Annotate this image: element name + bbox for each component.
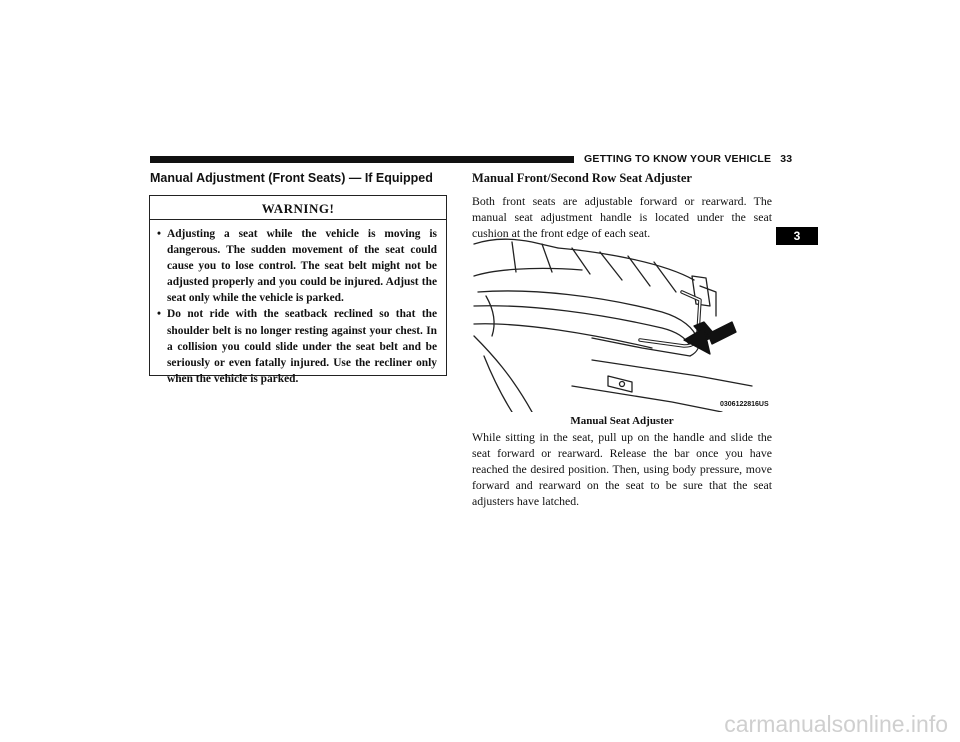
warning-item (157, 306, 437, 386)
figure-code: 0306122816US (720, 401, 769, 408)
warning-title: WARNING! (261, 201, 335, 216)
warning-item-text: Do not ride with the seatback reclined so that the shoulder belt is no longer resting against your chest. In a collision you could slide under the seat belt and be seriously or even fatally injured. Use the recliner only when the vehicle is parked. (167, 308, 437, 385)
warning-item (157, 226, 437, 306)
warning-box (149, 195, 447, 385)
bullet-icon: • (157, 308, 161, 321)
watermark: carmanualsonline.info (724, 711, 948, 737)
running-header (584, 153, 792, 165)
header-rule (150, 156, 574, 163)
warning-item-text: Adjusting a seat while the vehicle is moving is dangerous. The sudden movement of the seat could cause you to lose control. The seat belt might not be adjusted properly and you could be injured. Adjust the seat only while the vehicle is parked. (167, 228, 437, 305)
header-title: GETTING TO KNOW YOUR VEHICLE (584, 153, 772, 165)
paragraph-instructions: While sitting in the seat, pull up on the handle and slide the seat forward or rearward. Release the bar once you have reached the desired position. Then, using body pressure, move forward and rearward on the seat to be sure that the seat adjusters have latched. (472, 430, 772, 509)
seat-adjuster-illustration (472, 236, 784, 412)
figure-caption: Manual Seat Adjuster (570, 415, 674, 427)
page-number: 33 (780, 153, 793, 165)
paragraph-intro: Both front seats are adjustable forward or rearward. The manual seat adjustment handle is located under the seat cushion at the front edge of each seat. (472, 194, 772, 241)
subheading: Manual Front/Second Row Seat Adjuster (472, 171, 692, 185)
section-title: Manual Adjustment (Front Seats) — If Equipped (150, 171, 433, 185)
warning-divider (150, 219, 446, 220)
warning-list (157, 226, 437, 387)
chapter-tab: 3 (776, 227, 818, 245)
bullet-icon: • (157, 228, 161, 240)
